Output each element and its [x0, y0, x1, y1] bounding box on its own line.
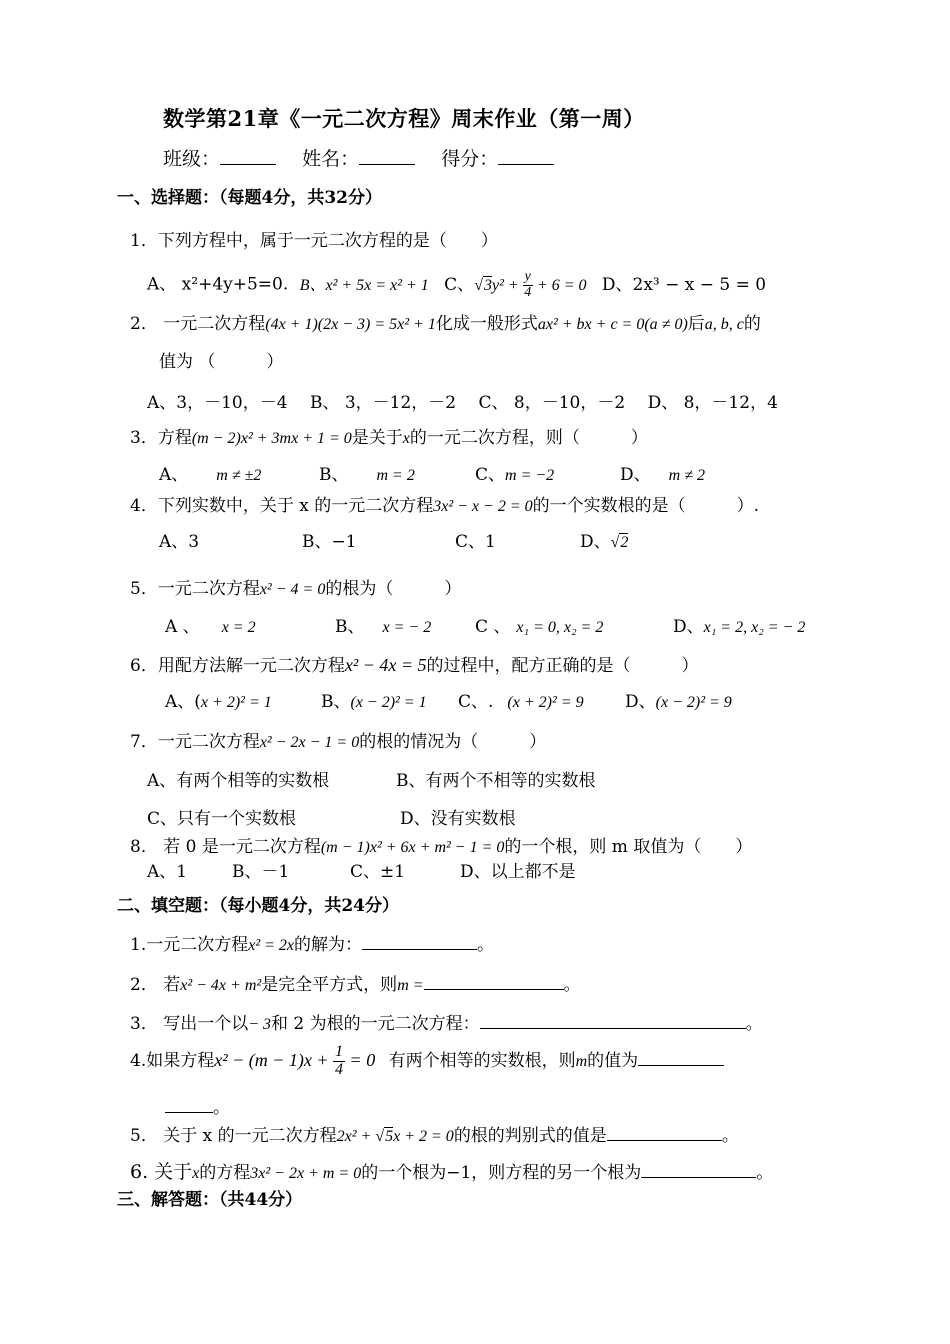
section-3-title: 三、解答题：（共44分） [117, 1190, 303, 1210]
q4-option-a[interactable]: A、3 [159, 532, 200, 552]
q4-option-d[interactable]: D、√2 [580, 532, 629, 552]
fill-q3: 3． 写出一个以− 3和 2 为根的一元二次方程： 。 [130, 1014, 763, 1034]
fill-q2-blank[interactable] [424, 973, 564, 990]
q3-option-c[interactable]: C、m = −2 [475, 465, 555, 485]
q6-option-c[interactable]: C、. (x + 2)² = 9 [458, 692, 584, 712]
q8-option-d[interactable]: D、以上都不是 [460, 862, 576, 882]
q7-option-a[interactable]: A、有两个相等的实数根 [147, 771, 330, 791]
q8-stem: 8． 若 0 是一元二次方程(m − 1)x² + 6x + m² − 1 = 0的一个根，则 m 取值为（ ） [130, 837, 753, 857]
q2-stem-cont: 值为 （ ） [159, 352, 284, 372]
q4-stem: 4．下列实数中，关于 x 的一元二次方程3x² − x − 2 = 0的一个实数根的是（ ）. [130, 496, 760, 516]
q7-option-d[interactable]: D、没有实数根 [400, 809, 516, 829]
q8-option-c[interactable]: C、±1 [350, 862, 406, 882]
score-label: 得分： [441, 148, 499, 170]
q6-stem: 6．用配方法解一元二次方程x² − 4x = 5的过程中，配方正确的是（ ） [130, 655, 699, 676]
fill-q4-cont: 。 [165, 1096, 230, 1118]
q3-option-a[interactable]: A、 m ≠ ±2 [159, 465, 262, 485]
q8-option-a[interactable]: A、1 [147, 862, 188, 882]
q3-stem: 3．方程(m − 2)x² + 3mx + 1 = 0是关于x的一元二次方程，则（ ） [130, 428, 648, 448]
name-blank[interactable] [359, 148, 415, 165]
fill-q4: 4.如果方程x² − (m − 1)x + $\frac{1}{4}$ = 0 有两个相等的实数根，则m的值为 [130, 1044, 724, 1079]
fill-q5-blank[interactable] [607, 1124, 722, 1141]
fill-q4-blank[interactable] [638, 1049, 724, 1066]
q4-option-b[interactable]: B、−1 [302, 532, 357, 552]
fill-q1: 1.一元二次方程x² = 2x的解为： 。 [130, 935, 495, 955]
q4-option-c[interactable]: C、1 [455, 532, 496, 552]
q5-option-a[interactable]: A 、 x = 2 [165, 617, 256, 637]
q5-option-b[interactable]: B、 x = − 2 [335, 617, 432, 637]
fill-q6-blank[interactable] [641, 1161, 756, 1178]
q6-option-a[interactable]: A、(x + 2)² = 1 [165, 692, 272, 712]
fill-q1-blank[interactable] [362, 933, 477, 950]
q2-stem: 2． 一元二次方程(4x + 1)(2x − 3) = 5x² + 1化成一般形式ax² + bx + c = 0(a ≠ 0)后a, b, c的 [130, 314, 761, 334]
q5-stem: 5．一元二次方程x² − 4 = 0的根为（ ） [130, 579, 462, 599]
score-blank[interactable] [498, 148, 554, 165]
q5-option-d[interactable]: D、x₁ = 2, x₂ = − 2 [673, 617, 806, 637]
fill-q5: 5． 关于 x 的一元二次方程2x² + √5x + 2 = 0的根的判别式的值是 。 [130, 1126, 739, 1146]
q7-option-c[interactable]: C、只有一个实数根 [147, 809, 297, 829]
student-info-line [163, 148, 554, 171]
q5-option-c[interactable]: C 、 x₁ = 0, x₂ = 2 [475, 617, 604, 637]
page-title: 数学第21章《一元二次方程》周末作业（第一周） [163, 106, 645, 131]
q1-option-a[interactable]: A、 x²+4y+5=0. [147, 274, 289, 295]
q1-stem: 1．下列方程中，属于一元二次方程的是（ ） [130, 231, 498, 251]
q3-option-d[interactable]: D、 m ≠ 2 [620, 465, 705, 485]
q7-stem: 7．一元二次方程x² − 2x − 1 = 0的根的情况为（ ） [130, 732, 547, 752]
fill-q3-blank[interactable] [480, 1012, 746, 1029]
q7-option-b[interactable]: B、有两个不相等的实数根 [396, 771, 596, 791]
section-1-title: 一、选择题：（每题4分，共32分） [117, 188, 382, 208]
q1-option-d[interactable]: D、2x³ − x − 5 = 0 [601, 274, 767, 295]
q6-option-d[interactable]: D、(x − 2)² = 9 [625, 692, 732, 712]
fill-q6: 6. 关于x的方程3x² − 2x + m = 0的一个根为−1，则方程的另一个根为 。 [130, 1161, 774, 1183]
name-label: 姓名： [302, 148, 360, 170]
q1-option-c[interactable]: C、√3y² + $\frac{y}{4}$ + 6 = 0 [444, 269, 587, 300]
fill-q2: 2． 若x² − 4x + m²是完全平方式，则m = 。 [130, 975, 581, 995]
q2-options[interactable]: A、3，－10，－4 B、 3，－12，－2 C、 8，－10，－2 D、 8，－12，4 [147, 393, 778, 413]
section-2-title: 二、填空题：（每小题4分，共24分） [117, 896, 399, 916]
q6-option-b[interactable]: B、(x − 2)² = 1 [321, 692, 427, 712]
q8-option-b[interactable]: B、－1 [232, 862, 290, 882]
class-label: 班级： [163, 148, 221, 170]
q3-option-b[interactable]: B、 m = 2 [319, 465, 415, 485]
fill-q4-blank-cont[interactable] [165, 1096, 213, 1113]
class-blank[interactable] [220, 148, 276, 165]
q1-options [147, 270, 766, 300]
q1-option-b[interactable]: B、x² + 5x = x² + 1 [299, 276, 429, 294]
